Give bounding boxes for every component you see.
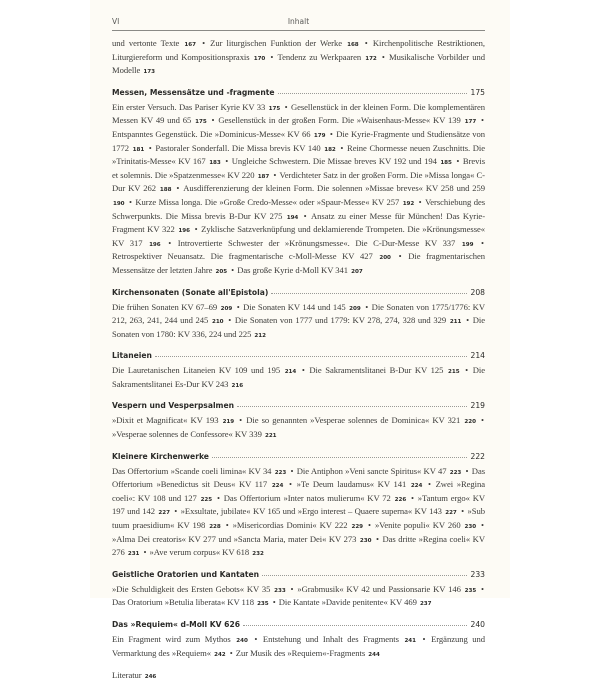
section-page: 175: [470, 87, 485, 97]
bullet-separator: •: [418, 634, 431, 644]
toc-entry-page: 223: [449, 469, 462, 476]
section-heading[interactable]: [112, 288, 485, 301]
toc-entry-page: 237: [419, 601, 432, 608]
toc-entry-text[interactable]: »Sub tuum praesidium« KV 198: [112, 506, 486, 531]
toc-entry-text[interactable]: Entstehung und Inhalt des Fragments: [262, 634, 399, 644]
running-title: Inhalt: [287, 17, 310, 26]
toc-entry-page: 190: [113, 200, 125, 207]
bullet-separator: •: [249, 634, 262, 644]
toc-entry-text[interactable]: Ansatz zu einer Messe für München! Das Kyrie-Fragment KV 322: [112, 210, 486, 235]
toc-entry-page: 223: [274, 469, 287, 476]
toc-entry-page: 209: [349, 305, 361, 312]
toc-entry-text[interactable]: Die Kyrie-Fragmente und Studiensätze von 1772: [112, 128, 486, 153]
bullet-separator: •: [141, 547, 149, 558]
toc-entry-page: 224: [410, 483, 423, 490]
dot-leader: [155, 355, 467, 357]
bullet-separator: •: [362, 301, 371, 312]
toc-entry-text[interactable]: Das dritte »Regina coeli« KV 276: [112, 533, 485, 558]
toc-entry-page: 240: [236, 638, 248, 644]
dot-leader: [271, 292, 466, 294]
toc-entry-text[interactable]: »Exsultate, jubilate« KV 165 und »Ergo interest – Quaere superna« KV 143: [180, 506, 442, 517]
toc-entry-text[interactable]: »Die Schuldigkeit des Ersten Gebots« KV 35: [112, 583, 271, 594]
toc-entry-text[interactable]: Das Offertorium »Benedictus sit Deus« KV 117: [112, 465, 486, 490]
toc-entry-text[interactable]: Das Offertorium »Scande coeli limina« KV 34: [112, 465, 272, 476]
toc-entry-page: 230: [464, 524, 477, 531]
bullet-separator: •: [288, 465, 296, 476]
toc-entry-page: 209: [220, 305, 233, 312]
toc-section: [112, 620, 485, 661]
toc-entry-page: 235: [257, 601, 269, 608]
section-title[interactable]: Kleinere Kirchenwerke: [112, 451, 209, 461]
toc-entry-page: 210: [212, 319, 224, 326]
bullet-separator: •: [408, 492, 417, 503]
toc-entry-page: 242: [214, 651, 226, 658]
toc-entry-page: 221: [264, 433, 277, 440]
toc-entry-page: 231: [127, 551, 140, 558]
bullet-separator: •: [229, 264, 237, 275]
bullet-separator: •: [222, 520, 232, 531]
section-page: 240: [470, 620, 485, 629]
toc-entry-text[interactable]: Entspanntes Gegenstück. Die »Dominicus-Messe« KV 66: [112, 128, 311, 139]
toc-entry-text[interactable]: »Dixit et Magnificat« KV 193: [112, 415, 219, 426]
bullet-separator: •: [458, 506, 467, 517]
toc-entry-text[interactable]: Musikalische Vorbilder und Modelle: [112, 51, 485, 76]
literature-label[interactable]: Literatur: [112, 670, 142, 681]
dot-leader: [212, 456, 467, 458]
toc-entry-page: 235: [464, 587, 477, 594]
toc-entry-text[interactable]: Ein erster Versuch. Das Pariser Kyrie KV 33: [112, 101, 266, 112]
toc-entry-page: 214: [284, 369, 297, 376]
bullet-separator: •: [416, 196, 425, 207]
toc-entry-text[interactable]: Introvertierte Schwester der »Krönungsmesse«. Die C-Dur-Messe KV 337: [177, 237, 456, 248]
bullet-separator: •: [271, 169, 279, 180]
section-title[interactable]: Geistliche Oratorien und Kantaten: [112, 569, 260, 579]
toc-entry-text[interactable]: Die frühen Sonaten KV 67–69: [112, 301, 218, 312]
toc-entry-page: 172: [365, 55, 377, 62]
section-page: 219: [470, 401, 485, 411]
toc-entry-text[interactable]: »Venite populi« KV 260: [374, 520, 461, 531]
section-heading[interactable]: [112, 351, 485, 364]
toc-entry-text[interactable]: Verdichteter Satz in der großen Form. Die »Missa longa« C-Dur KV 262: [112, 169, 485, 194]
page-number: VI: [112, 17, 120, 26]
toc-entry-page: 196: [178, 228, 190, 235]
toc-entry-text[interactable]: Reine Chormesse neuen Zuschnitts. Die »Trinitatis-Messe« KV 167: [112, 142, 486, 167]
toc-entry-page: 205: [215, 268, 228, 275]
toc-entry-text[interactable]: Die Kantate »Davide penitente« KV 469: [278, 597, 417, 608]
bullet-separator: •: [236, 415, 246, 426]
bullet-separator: •: [214, 492, 223, 503]
toc-entry-page: 200: [379, 255, 391, 262]
toc-entry-text[interactable]: Verschiebung des Schwerpunkts. Die Missa brevis B-Dur KV 275: [112, 196, 486, 221]
toc-entry-text[interactable]: Die so genannten »Vesperae solennes de Dominica« KV 321: [246, 415, 461, 426]
toc-entry-text[interactable]: Retrospektiver Neuansatz. Die fragmentarische c-Moll-Messe KV 427: [112, 251, 373, 262]
section-title[interactable]: Litaneien: [112, 351, 152, 361]
bullet-separator: •: [477, 415, 484, 426]
toc-entry-page: 175: [195, 119, 207, 126]
toc-entry-text[interactable]: Die Sonaten KV 144 und 145: [243, 301, 346, 312]
toc-section: [112, 288, 485, 343]
toc-entry-text[interactable]: Brevis et solemnis. Die »Spatzenmesse« KV 220: [112, 156, 486, 180]
toc-entry-text[interactable]: Kirchenpolitische Restriktionen, Liturgiereform und Kompositionspraxis: [112, 38, 485, 62]
toc-entry-page: 215: [448, 369, 460, 376]
bullet-separator: •: [285, 479, 296, 490]
section-page: 208: [470, 287, 485, 297]
bullet-separator: •: [146, 142, 155, 153]
section-page: 233: [470, 569, 485, 579]
literature-entry: [112, 670, 485, 684]
toc-section: [112, 570, 485, 611]
book-page: [90, 0, 510, 681]
toc-section: [112, 88, 485, 279]
toc-entry-page: 177: [464, 119, 477, 126]
bullet-separator: •: [208, 115, 218, 126]
bullet-separator: •: [365, 520, 374, 531]
toc-entry-page: 227: [445, 510, 457, 517]
toc-entry-text[interactable]: Gesellenstück in der kleinen Form. Die komplementären Messen KV 49 und 65: [112, 101, 486, 126]
toc-entry-page: 168: [347, 42, 359, 48]
section-entries: [112, 415, 485, 442]
bullet-separator: •: [463, 315, 472, 326]
toc-sections: [112, 88, 485, 661]
bullet-separator: •: [360, 38, 372, 48]
intro-entries: [112, 38, 485, 79]
toc-entry-page: 187: [257, 173, 270, 180]
bullet-separator: •: [225, 315, 234, 326]
toc-entry-page: 241: [404, 638, 416, 644]
bullet-separator: •: [461, 365, 472, 376]
toc-entry-text[interactable]: und vertonte Texte: [112, 38, 180, 48]
toc-entry-page: 175: [268, 105, 281, 112]
toc-entry-text[interactable]: Das Oratorium »Betulia liberata« KV 118: [112, 597, 254, 608]
bullet-separator: •: [392, 251, 408, 262]
bullet-separator: •: [327, 128, 336, 139]
toc-entry-page: 227: [158, 510, 170, 517]
toc-entry-text[interactable]: Pastoraler Sonderfall. Die Missa brevis KV 140: [155, 142, 321, 153]
section-title[interactable]: Messen, Messensätze und -fragmente: [112, 87, 275, 97]
toc-entry-page: 230: [359, 537, 372, 544]
toc-entry-page: 233: [274, 587, 286, 594]
bullet-separator: •: [227, 647, 235, 658]
bullet-separator: •: [171, 506, 180, 517]
section-entries: [112, 365, 485, 392]
section-heading[interactable]: [112, 620, 485, 633]
toc-entry-page: 226: [394, 496, 407, 503]
toc-entry-page: 228: [209, 524, 221, 531]
bullet-separator: •: [162, 237, 177, 248]
toc-entry-page: 192: [402, 200, 415, 207]
toc-entry-text[interactable]: Die fragmentarischen Messensätze der letzten Jahre: [112, 251, 485, 275]
toc-entry-page: 232: [252, 551, 264, 558]
bullet-separator: •: [337, 142, 347, 153]
toc-entry-text[interactable]: »Alma Dei creatoris« KV 277 und »Sancta Maria, mater Dei« KV 273: [112, 533, 357, 544]
toc-entry-text[interactable]: Zwei »Regina coeli«: KV 108 und 127: [112, 479, 485, 503]
toc-entry-text[interactable]: Die Lauretanischen Litaneien KV 109 und 195: [112, 365, 281, 376]
toc-entry-text[interactable]: Zur liturgischen Funktion der Werke: [210, 38, 342, 48]
bullet-separator: •: [463, 465, 471, 476]
toc-entry-page: 196: [149, 241, 161, 248]
dot-leader: [262, 574, 466, 576]
bullet-separator: •: [191, 224, 201, 235]
toc-entry-text[interactable]: Gesellenstück in der großen Form. Die »Waisenhaus-Messe« KV 139: [218, 115, 461, 126]
section-entries: [112, 102, 485, 279]
running-header: [112, 14, 485, 31]
bullet-separator: •: [373, 533, 382, 544]
toc-entry-text[interactable]: »Misericordias Domini« KV 222: [232, 520, 348, 531]
bullet-separator: •: [453, 156, 462, 167]
bullet-separator: •: [378, 51, 389, 62]
section-heading[interactable]: [112, 88, 485, 101]
toc-entry-page: 211: [449, 319, 462, 326]
toc-entry-page: 179: [313, 132, 326, 139]
toc-entry-text[interactable]: Kurze Missa longa. Die »Große Credo-Messe« oder »Spaur-Messe« KV 257: [135, 196, 400, 207]
toc-section: [112, 401, 485, 442]
bullet-separator: •: [282, 101, 290, 112]
section-entries: [112, 584, 485, 611]
toc-entry-page: 170: [253, 55, 266, 62]
toc-entry-page: 183: [209, 160, 221, 167]
toc-entry-text[interactable]: Zyklische Satzverknüpfung und deklamierende Trompeten. Die »Krönungsmesse« KV 317: [112, 224, 485, 248]
section-title[interactable]: Das »Requiem« d-Moll KV 626: [112, 620, 241, 629]
bullet-separator: •: [267, 51, 277, 62]
section-page: 222: [470, 451, 485, 461]
section-entries: [112, 466, 485, 561]
bullet-separator: •: [173, 183, 183, 194]
toc-section: [112, 351, 485, 392]
dot-leader: [237, 405, 466, 407]
toc-entry-page: 167: [184, 42, 196, 48]
bullet-separator: •: [478, 115, 484, 126]
toc-entry-page: 225: [200, 496, 213, 503]
toc-entry-text[interactable]: Zur Musik des »Requiem«-Fragments: [235, 647, 366, 658]
toc-section: [112, 452, 485, 561]
bullet-separator: •: [197, 38, 210, 48]
toc-entry-text[interactable]: »Ave verum corpus« KV 618: [149, 547, 250, 558]
toc-entry-text[interactable]: »Tantum ergo« KV 197 und 142: [112, 492, 486, 517]
toc-entry-text[interactable]: Die Antiphon »Veni sancte Spiritus« KV 47: [296, 465, 447, 476]
toc-entry-text[interactable]: Ein Fragment wird zum Mythos: [112, 634, 231, 644]
section-heading[interactable]: [112, 401, 485, 414]
toc-entry-page: 212: [254, 332, 266, 339]
toc-entry-text[interactable]: Die Sonaten von 1780: KV 336, 224 und 225: [112, 315, 486, 339]
toc-entry-text[interactable]: »Grabmusik« KV 42 und Passionsarie KV 146: [297, 583, 461, 594]
section-heading[interactable]: [112, 452, 485, 465]
toc-entry-text[interactable]: Tendenz zu Werkpaaren: [277, 51, 362, 62]
toc-entry-page: 244: [368, 651, 380, 658]
bullet-separator: •: [222, 156, 231, 167]
section-page: 214: [470, 351, 485, 361]
toc-entry-text[interactable]: Die Sakramentslitanei B-Dur KV 125: [309, 365, 444, 376]
section-title[interactable]: Kirchensonaten (Sonate all'Epistola): [112, 287, 269, 297]
bullet-separator: •: [475, 237, 484, 248]
toc-entry-page: 199: [461, 241, 474, 248]
section-heading[interactable]: [112, 570, 485, 583]
toc-entry-text[interactable]: Das große Kyrie d-Moll KV 341: [237, 264, 349, 275]
toc-entry-page: 188: [159, 187, 172, 194]
toc-entry-text[interactable]: »Vesperae solennes de Confessore« KV 339: [112, 429, 262, 440]
bullet-separator: •: [478, 583, 484, 594]
dot-leader: [243, 624, 466, 626]
toc-entry-text[interactable]: Ungleiche Schwestern. Die Missae breves KV 192 und 194: [231, 156, 437, 167]
section-entries: [112, 302, 485, 343]
toc-entry-text[interactable]: Das Offertorium »Inter natos mulierum« KV 72: [223, 492, 391, 503]
bullet-separator: •: [287, 583, 297, 594]
toc-entry-text[interactable]: Ausdifferenzierung der kleinen Form. Die solennen »Missae breves« KV 258 und 259: [183, 183, 486, 194]
bullet-separator: •: [298, 365, 309, 376]
toc-entry-text[interactable]: Die Sonaten von 1777 und 1779: KV 278, 274, 328 und 329: [234, 315, 447, 326]
bullet-separator: •: [234, 301, 243, 312]
toc-entry-text[interactable]: »Te Deum laudamus« KV 141: [296, 479, 407, 490]
bullet-separator: •: [270, 597, 278, 608]
toc-entry-page: 181: [132, 146, 145, 153]
toc-entry-page: 229: [351, 524, 364, 531]
bullet-separator: •: [300, 210, 310, 221]
toc-entry-text[interactable]: Die Sonaten von 1775/1776: KV 212, 263, 241, 244 und 245: [112, 301, 485, 326]
toc-entry-page: 216: [231, 382, 244, 389]
toc-entry-page: 173: [143, 69, 155, 76]
toc-entry-page: 224: [271, 483, 284, 490]
toc-entry-page: 219: [222, 419, 235, 426]
bullet-separator: •: [424, 479, 435, 490]
bullet-separator: •: [478, 520, 485, 531]
toc-entry-page: 194: [286, 214, 299, 221]
toc-entry-text[interactable]: Ergänzung und Vermarktung des »Requiem«: [112, 634, 485, 658]
section-entries: [112, 634, 485, 661]
toc-entry-page: 207: [351, 268, 363, 275]
toc-entry-text[interactable]: Die Sakramentslitanei Es-Dur KV 243: [112, 365, 485, 389]
toc-entry-page: 182: [324, 146, 336, 153]
bullet-separator: •: [126, 196, 135, 207]
dot-leader: [278, 92, 467, 94]
table-of-contents: [112, 38, 485, 684]
section-title[interactable]: Vespern und Vesperpsalmen: [112, 401, 235, 411]
toc-entry-page: 220: [464, 419, 476, 426]
toc-entry-page: 185: [440, 160, 452, 167]
literature-page: 246: [144, 674, 157, 681]
